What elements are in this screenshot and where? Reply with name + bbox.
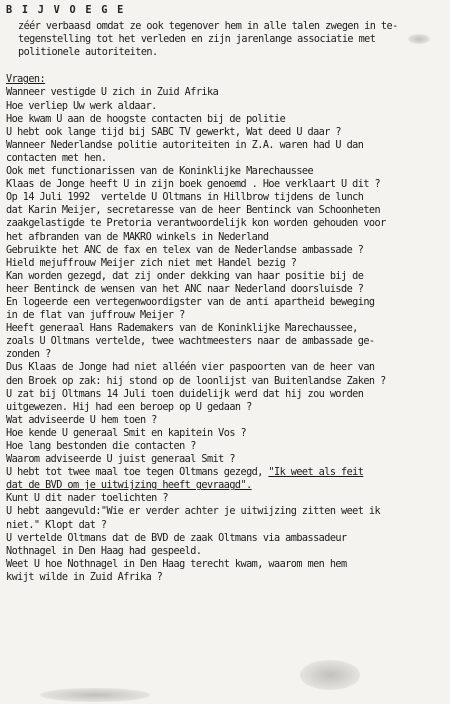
question-line: Kan worden gezegd, dat zij onder dekking van haar positie bij de <box>6 270 364 282</box>
intro-paragraph <box>6 20 446 59</box>
scan-smudge <box>300 660 360 690</box>
question-line: zaakgelastigde te Pretoria verantwoordelijk kon worden gehouden voor <box>6 218 386 230</box>
question-line: niet." Klopt dat ? <box>6 519 107 531</box>
question-line: kwijt wilde in Zuid Afrika ? <box>6 571 163 583</box>
question-line: Klaas de Jonge heeft U in zijn boek genoemd . Hoe verklaart U dit ? <box>6 179 381 191</box>
question-line: Hoe kende U generaal Smit en kapitein Vos ? <box>6 427 247 439</box>
question-line: uitgewezen. Hij had een beroep op U gedaan ? <box>6 401 252 413</box>
question-line: zonden ? <box>6 349 51 361</box>
question-line: Waarom adviseerde U juist generaal Smit ? <box>6 454 235 466</box>
question-line: Ook met functionarissen van de Koninklijke Marechaussee <box>6 166 314 178</box>
question-line: heer Bentinck de wensen van het ANC naar Nederland doorsluisde ? <box>6 283 364 295</box>
question-line: Weet U hoe Nothnagel in Den Haag terecht kwam, waarom men hem <box>6 558 347 570</box>
quote-underlined: "Ik weet als feit <box>268 467 364 479</box>
question-line: Kunt U dit nader toelichten ? <box>6 493 168 505</box>
quote-underlined-continued: dat de BVD om je uitwijzing heeft gevraagd". <box>6 480 252 492</box>
intro-line: politionele autoriteiten. <box>18 47 158 59</box>
question-line: Dus Klaas de Jonge had niet alléén vier paspoorten van de heer van <box>6 362 375 374</box>
question-line: in de flat van juffrouw Meijer ? <box>6 310 185 322</box>
question-line: Wat adviseerde U hem toen ? <box>6 414 157 426</box>
intro-line: tegenstelling tot het verleden en zijn jarenlange associatie met <box>18 34 376 46</box>
question-line: contacten met hen. <box>6 152 107 164</box>
question-line: Nothnagel in Den Haag had gespeeld. <box>6 545 202 557</box>
question-line: Hoe lang bestonden die contacten ? <box>6 441 196 452</box>
questions-list <box>6 86 446 584</box>
question-line: dat Karin Meijer, secretaresse van de heer Bentinck van Schoonheten <box>6 205 381 217</box>
question-line: het afbranden van de MAKRO winkels in Nederland <box>6 231 269 243</box>
question-line: En logeerde een vertegenwoordigster van de anti apartheid beweging <box>6 296 375 308</box>
question-line: Op 14 Juli 1992 vertelde U Oltmans in Hillbrow tijdens de lunch <box>6 192 364 204</box>
question-line: U vertelde Oltmans dat de BVD de zaak Oltmans via ambassadeur <box>6 532 347 544</box>
quote-line <box>6 466 446 479</box>
question-line: Hoe verliep Uw werk aldaar. <box>6 100 157 112</box>
question-line: Wanneer vestigde U zich in Zuid Afrika <box>6 87 219 99</box>
question-line: Hoe kwam U aan de hoogste contacten bij de politie <box>6 113 286 125</box>
typed-text <box>6 4 446 584</box>
question-line: zoals U Oltmans vertelde, twee wachtmeesters naar de ambassade ge- <box>6 336 375 348</box>
question-line: Heeft generaal Hans Rademakers van de Koninklijke Marechaussee, <box>6 323 358 335</box>
quote-lead: U hebt tot twee maal toe tegen Oltmans gezegd, <box>6 467 269 479</box>
scan-smudge <box>40 688 150 702</box>
question-line: U hebt ook lange tijd bij SABC TV gewerkt, Wat deed U daar ? <box>6 126 342 138</box>
intro-line: zéér verbaasd omdat ze ook tegenover hem in alle talen zwegen in te- <box>18 21 398 33</box>
questions-heading: Vragen: <box>6 74 46 86</box>
question-line: U zat bij Oltmans 14 Juli toen duidelijk werd dat hij zou worden <box>6 388 364 400</box>
question-line: den Broek op zak: hij stond op de loonlijst van Buitenlandse Zaken ? <box>6 375 386 387</box>
page-header: B I J V O E G E <box>6 5 126 16</box>
question-line: U hebt aangevuld:"Wie er verder achter je uitwijzing zitten weet ik <box>6 506 381 518</box>
question-line: Hield mejuffrouw Meijer zich niet met Handel bezig ? <box>6 257 297 269</box>
question-line: Wanneer Nederlandse politie autoriteiten in Z.A. waren had U dan <box>6 139 364 151</box>
question-line: Gebruikte het ANC de fax en telex van de Nederlandse ambassade ? <box>6 244 364 256</box>
